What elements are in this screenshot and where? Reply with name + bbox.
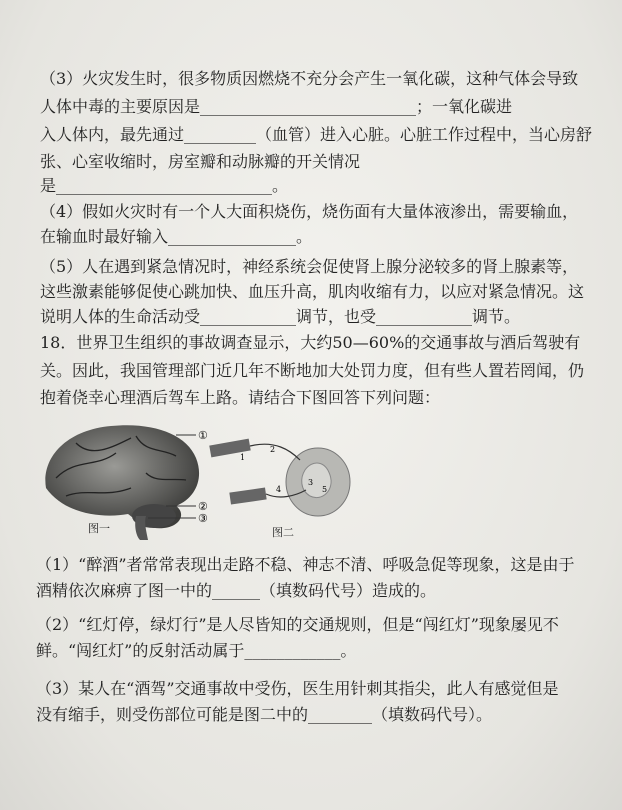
text-line: 鲜。“闯红灯”的反射活动属于____________。	[36, 641, 357, 660]
text-line: 说明人体的生命活动受____________调节，也受____________调节。	[40, 307, 521, 326]
muscle-effector-shape	[229, 488, 266, 505]
text-line: （3）火灾发生时，很多物质因燃烧不充分会产生一氧化碳，这种气体会导致	[40, 69, 579, 88]
fig2-label-5: 5	[322, 485, 328, 494]
fig1-label-2: ②	[198, 500, 208, 513]
text-line: 是___________________________。	[40, 176, 289, 195]
text-line: （5）人在遇到紧急情况时，神经系统会促使肾上腺分泌较多的肾上腺素等，	[40, 257, 579, 276]
figure-1-caption: 图一	[88, 522, 110, 535]
fig1-label-1: ①	[198, 429, 208, 442]
fig2-label-2: 2	[270, 445, 276, 454]
text-line: （4）假如火灾时有一个人大面积烧伤，烧伤面有大量体液渗出，需要输血，	[40, 202, 579, 221]
fig2-label-4: 4	[276, 485, 282, 494]
text-line: 关。因此，我国管理部门近几年不断地加大处罚力度，但有些人置若罔闻，仍	[40, 361, 585, 380]
question-18-text: 18．世界卫生组织的事故调查显示，大约50—60%的交通事故与酒后驾驶有	[40, 333, 581, 352]
cerebrum-shape	[45, 425, 199, 528]
text-line: （1）“醉酒”者常常表现出走路不稳、神志不清、呼吸急促等现象，这是由于	[36, 555, 575, 574]
text-line: 酒精依次麻痹了图一中的______（填数码代号）造成的。	[36, 581, 437, 600]
figure-2-reflex-arc	[200, 430, 360, 530]
fig2-label-1: 1	[240, 453, 246, 462]
text-line: 入人体内，最先通过_________（血管）进入心脏。心脏工作过程中，当心房舒	[40, 125, 593, 144]
text-line: 人体中毒的主要原因是___________________________；一氧化碳进	[40, 97, 513, 116]
text-line: （2）“红灯停，绿灯行”是人尽皆知的交通规则，但是“闯红灯”现象屡见不	[36, 615, 559, 634]
figure-2-caption: 图二	[272, 526, 294, 539]
text-line: （3）某人在“酒驾”交通事故中受伤，医生用针刺其指尖，此人有感觉但是	[36, 679, 559, 698]
text-line: 在输血时最好输入________________。	[40, 227, 313, 246]
text-line: 张、心室收缩时，房室瓣和动脉瓣的开关情况	[40, 152, 361, 171]
text-line: 没有缩手，则受伤部位可能是图二中的________（填数码代号）。	[36, 705, 493, 724]
fig2-label-3: 3	[308, 478, 314, 487]
text-line: 抱着侥幸心理酒后驾车上路。请结合下图回答下列问题：	[40, 388, 441, 407]
text-line: 这些激素能够促使心跳加快、血压升高，肌肉收缩有力，以应对紧急情况。这	[40, 282, 585, 301]
fig1-label-3: ③	[198, 512, 208, 525]
